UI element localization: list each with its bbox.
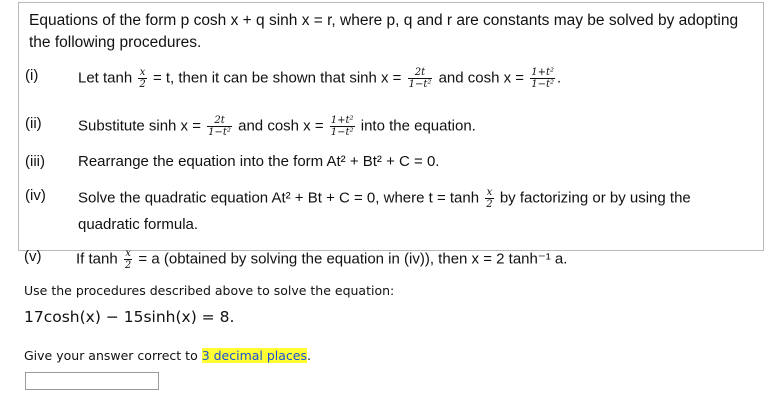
fraction-x-over-2: $\frac{x}{2}$ [124, 248, 132, 271]
step-body: Rearrange the equation into the form At² + Bt² + C = 0. [78, 153, 440, 170]
procedure-box [18, 2, 764, 251]
step-number: (v) [24, 248, 42, 265]
fraction-x-over-2: $\frac{x}{2}$ [139, 67, 146, 90]
step-number: (iii) [25, 153, 45, 170]
step-number: (i) [25, 67, 39, 84]
intro-text: Equations of the form p cosh x + q sinh x = r, where p, q and r are constants may be solved by adopting the following procedures. [29, 12, 739, 51]
step-iii [25, 153, 755, 177]
step-body: Substitute sinh x = $\frac{2t}{\text{1−t²}}$ and cosh x = $\frac{\text{1+t²}}{\text{1−t²}}$ into the equation. [78, 115, 476, 138]
step-i [25, 67, 755, 91]
answer-precision-note: Give your answer correct to 3 decimal places. [24, 348, 311, 363]
answer-input[interactable] [25, 372, 159, 390]
fraction-2t: $\frac{2t}{\text{1−t²}}$ [408, 67, 432, 90]
fraction-x-over-2: $\frac{x}{2}$ [486, 187, 493, 210]
equation-text: 17cosh(x) − 15sinh(x) = 8. [24, 308, 235, 326]
fraction-1-plus-t2: $\frac{\text{1+t²}}{\text{1−t²}}$ [330, 115, 354, 138]
step-body: If tanh $\frac{x}{2}$ = a (obtained by solving the equation in (iv)), then x = 2 tanh⁻¹ a. [76, 248, 568, 271]
step-number: (ii) [25, 115, 42, 132]
step-body: Let tanh $\frac{x}{2}$ = t, then it can be shown that sinh x = $\frac{2t}{\text{1−t²}}$ and cosh x = $\frac{\text{1+t²}}{\text{1−t²}}$ . [78, 67, 562, 90]
fraction-2t: $\frac{2t}{\text{1−t²}}$ [208, 115, 231, 138]
highlighted-precision: 3 decimal places [201, 348, 308, 363]
step-v [24, 248, 754, 272]
step-number: (iv) [25, 187, 46, 204]
step-ii [25, 115, 755, 139]
step-body: Solve the quadratic equation At² + Bt + C = 0, where t = tanh $\frac{x}{2}$ by factorizing or by using the quadratic formula. [78, 187, 691, 233]
instruction-text: Use the procedures described above to solve the equation: [24, 283, 395, 298]
step-iv [25, 187, 755, 235]
fraction-1-plus-t2: $\frac{\text{1+t²}}{\text{1−t²}}$ [531, 67, 554, 90]
